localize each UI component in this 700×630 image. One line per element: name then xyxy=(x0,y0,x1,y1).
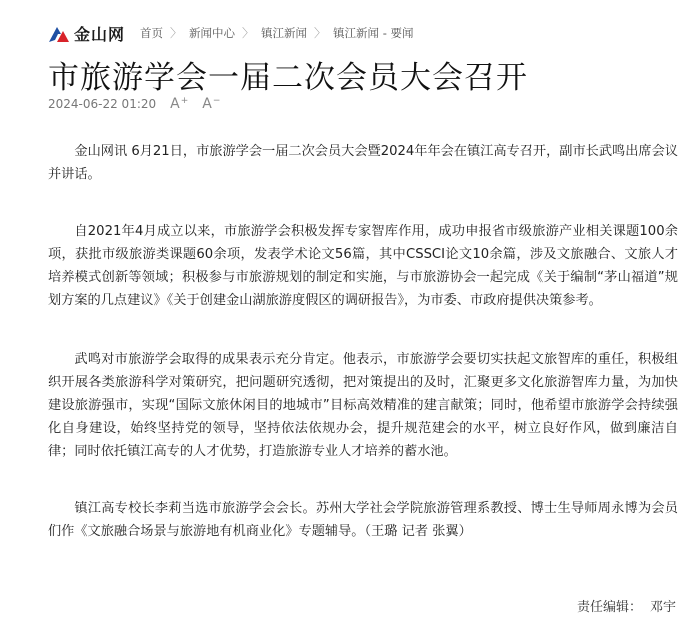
font-decrease-letter: A xyxy=(202,96,212,112)
article-paragraph: 武鸣对市旅游学会取得的成果表示充分肯定。他表示，市旅游学会要切实扶起文旅智库的重任，积极组织开展各类旅游科学对策研究，把问题研究透彻，把对策提出的及时，汇聚更多文化旅游智库力量，为加快建设旅游强市，实现“国际文旅休闲目的地城市”目标高效精准的建言献策；同时，他希望市旅游学会持续强化自身建设，始终坚持党的领导，坚持依法依规办会，提升规范建会的水平，树立良好作风，做到廉洁自律；同时依托镇江高专的人才优势，打造旅游专业人才培养的蓄水池。 xyxy=(48,352,678,459)
breadcrumb-zhenjiang-news[interactable]: 镇江新闻 xyxy=(261,25,308,40)
editor-name: 邓宇 xyxy=(649,600,676,615)
top-bar xyxy=(0,0,700,46)
article-body xyxy=(48,140,678,577)
article-title: 市旅游学会一届二次会员大会召开 xyxy=(48,60,528,96)
article-paragraph: 自2021年4月成立以来，市旅游学会积极发挥专家智库作用，成功申报省市级旅游产业相关课题100余项，获批市级旅游类课题60余项，发表学术论文56篇，其中CSSCI论文10余篇，涉及文旅融合、文旅人才培养模式创新等领域；积极参与市旅游规划的制定和实施，与市旅游协会一起完成《关于编制“茅山福道”规划方案的几点建议》《关于创建金山湖旅游度假区的调研报告》，为市委、市政府提供决策参考。 xyxy=(48,224,678,308)
font-increase-sign: + xyxy=(180,96,189,106)
font-decrease-button[interactable] xyxy=(202,96,220,112)
breadcrumb-home[interactable]: 首页 xyxy=(140,25,163,40)
responsible-editor xyxy=(577,596,676,615)
logo-icon xyxy=(48,25,70,43)
editor-label: 责任编辑： xyxy=(576,600,642,615)
site-logo[interactable] xyxy=(48,22,125,45)
article-paragraph: 镇江高专校长李莉当选市旅游学会会长。苏州大学社会学院旅游管理系教授、博士生导师周永博为会员们作《文旅融合场景与旅游地有机商业化》专题辅导。（王璐 记者 张翼） xyxy=(48,501,678,539)
breadcrumb-separator: 〉 xyxy=(242,26,255,40)
font-increase-letter: A xyxy=(170,96,180,112)
logo-text: 金山网 xyxy=(74,25,126,44)
article-paragraph: 金山网讯 6月21日，市旅游学会一届二次会员大会暨2024年年会在镇江高专召开，副市长武鸣出席会议并讲话。 xyxy=(48,144,678,182)
breadcrumb xyxy=(140,24,414,41)
article-meta xyxy=(48,96,220,112)
breadcrumb-headlines[interactable]: 镇江新闻 - 要闻 xyxy=(333,25,414,40)
breadcrumb-news-center[interactable]: 新闻中心 xyxy=(189,25,236,40)
breadcrumb-separator: 〉 xyxy=(170,26,183,40)
publish-datetime: 2024-06-22 01:20 xyxy=(48,97,157,111)
breadcrumb-separator: 〉 xyxy=(314,26,327,40)
font-decrease-sign: − xyxy=(212,96,221,106)
font-increase-button[interactable] xyxy=(170,96,188,112)
